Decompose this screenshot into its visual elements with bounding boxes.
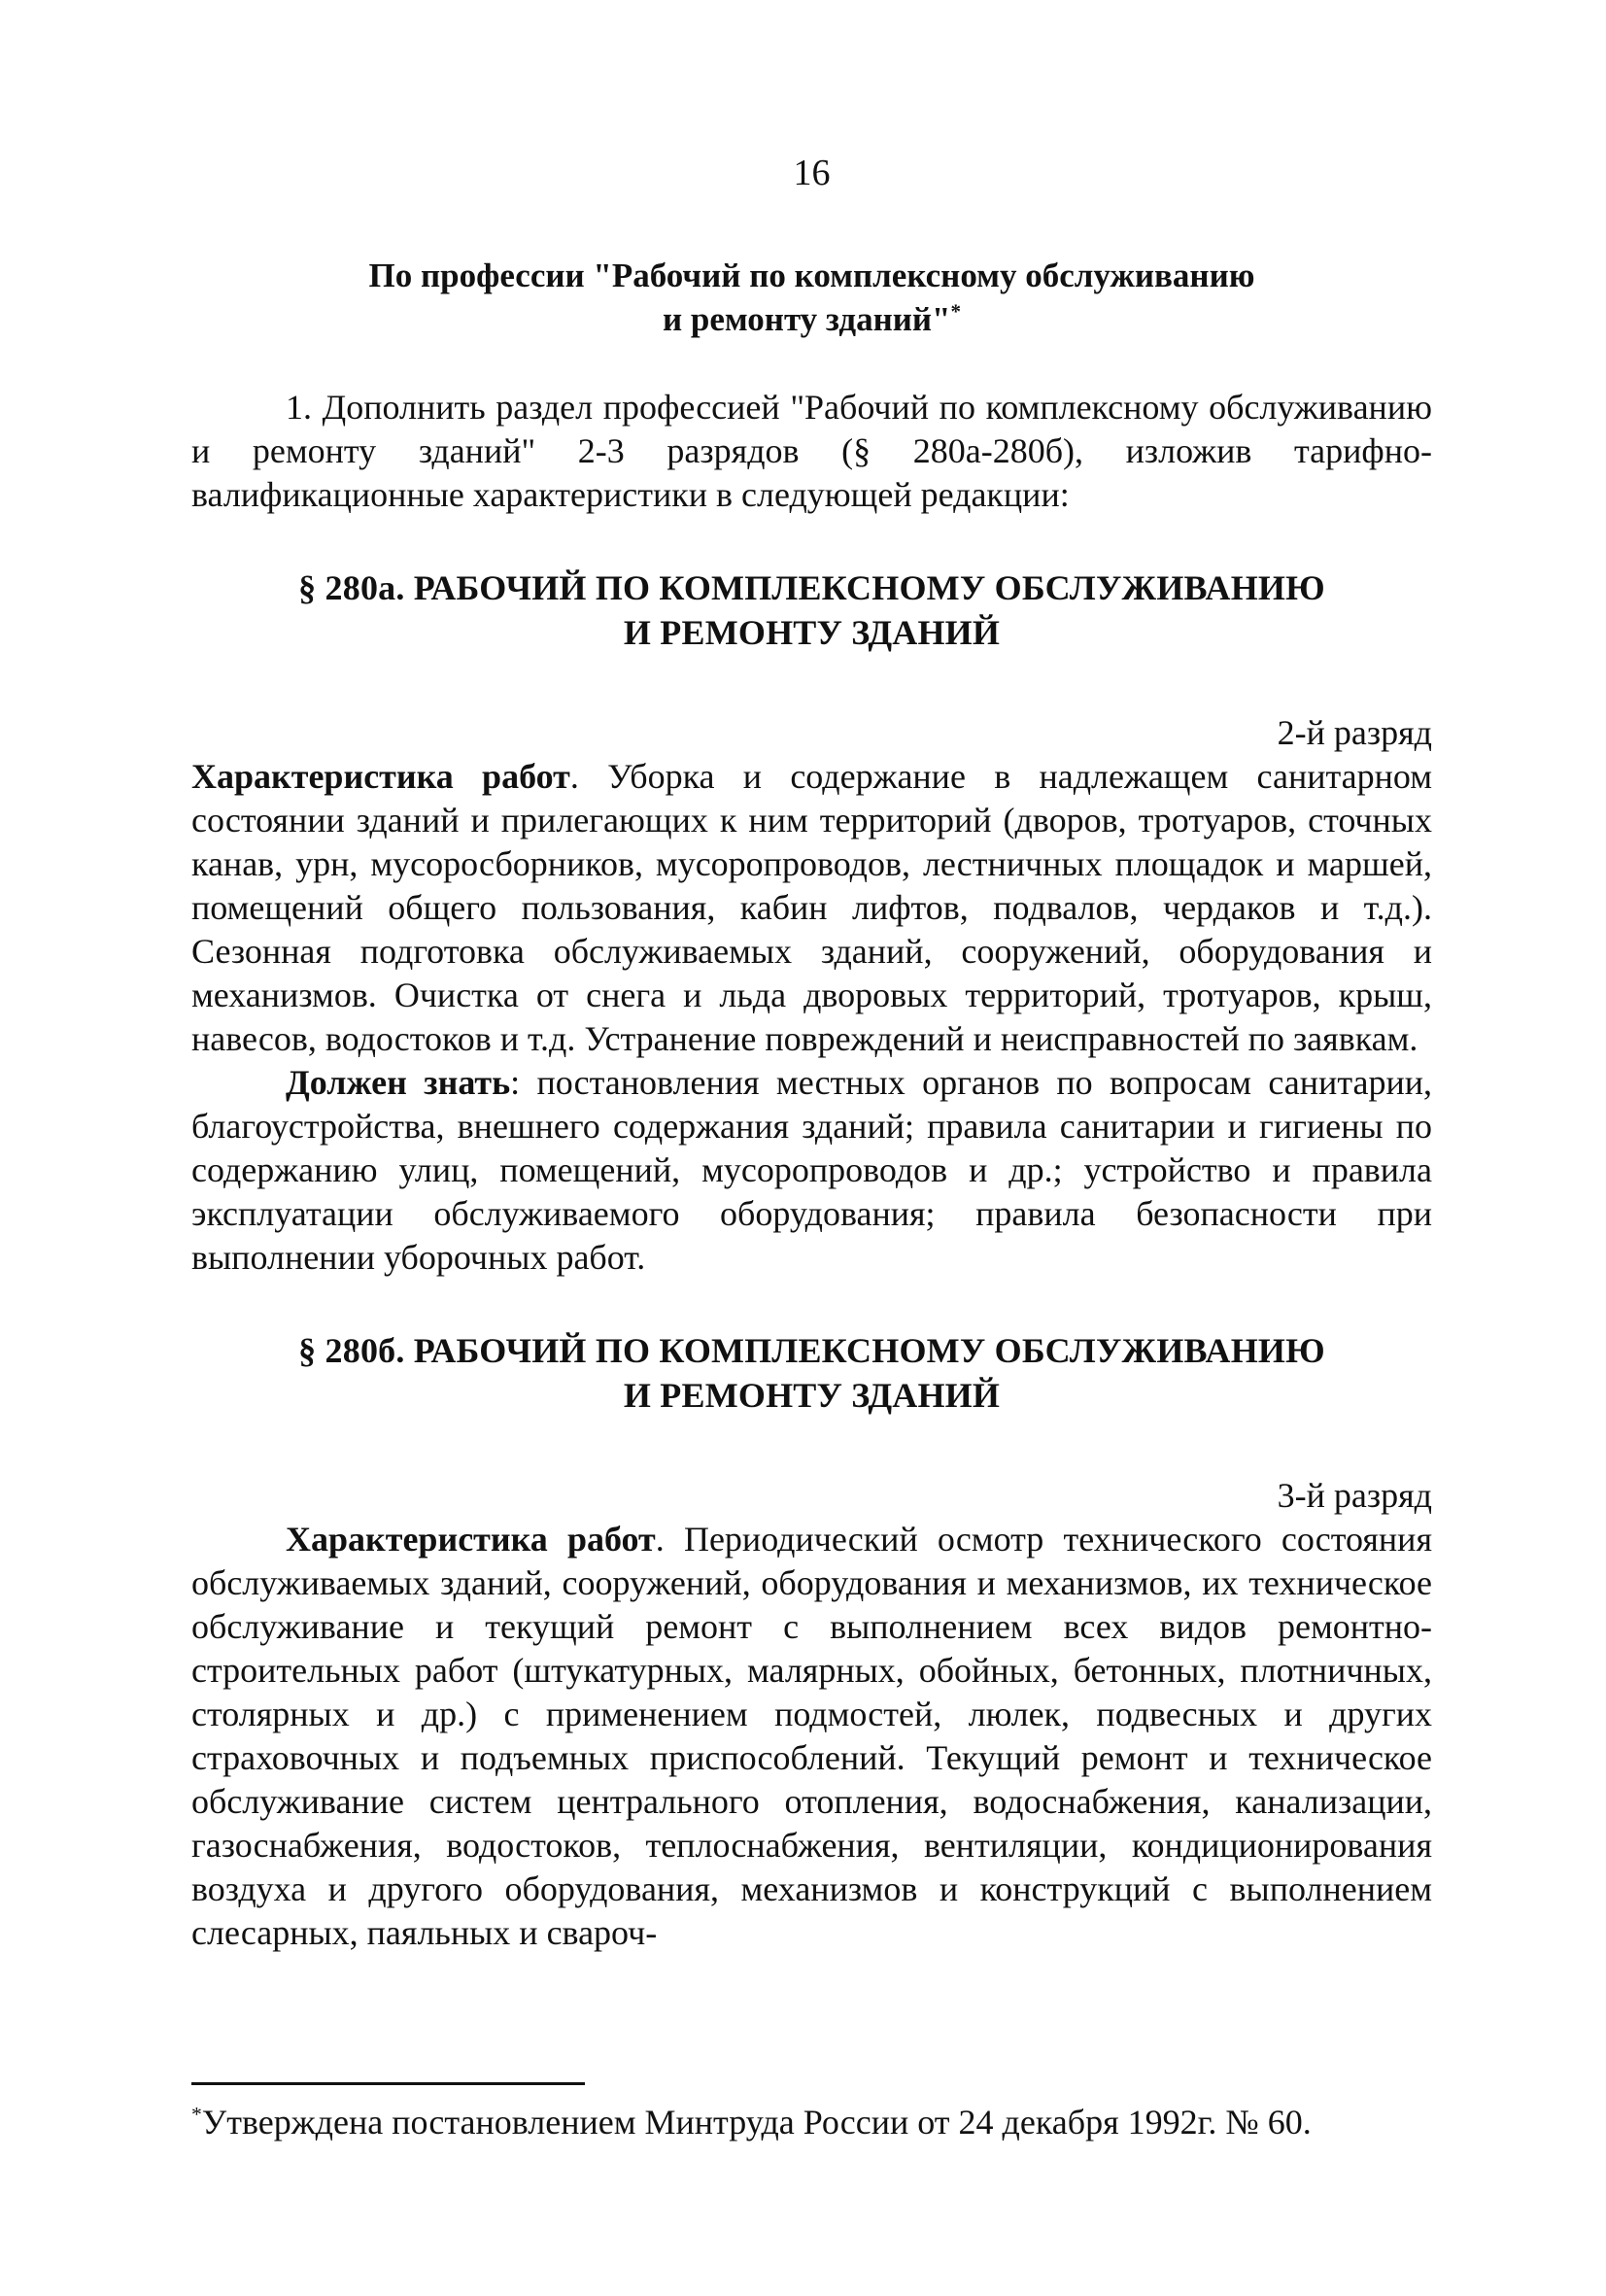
section-heading-280a xyxy=(191,565,1432,655)
knowledge-text: : постановления местных органов по вопросам санитарии, благоустройства, внешнего содержания зданий; правила санитарии и гигиены по содержанию улиц, помещений, мусоропроводов и др.; устройство и правила эксплуатации обслуживаемого оборудования; правила безопасности при выполнении уборочных работ. xyxy=(191,1063,1432,1277)
knowledge-paragraph xyxy=(191,1061,1432,1280)
footnote-mark: * xyxy=(191,2103,202,2126)
section-heading-line2: И РЕМОНТУ ЗДАНИЙ xyxy=(623,613,1001,652)
footnote-reference-mark: * xyxy=(950,299,961,324)
section-heading-line2: И РЕМОНТУ ЗДАНИЙ xyxy=(623,1376,1001,1415)
section-heading-line1: § 280б. РАБОЧИЙ ПО КОМПЛЕКСНОМУ ОБСЛУЖИВАНИЮ xyxy=(298,1331,1325,1370)
section-heading-280b xyxy=(191,1328,1432,1418)
work-characteristics-text: . Уборка и содержание в надлежащем санитарном состоянии зданий и прилегающих к ним территорий (дворов, тротуаров, сточных канав, урн, мусоросборников, мусоропроводов, лестничных площадок и маршей, помещений общего пользования, кабин лифтов, подвалов, чердаков и т.д.). Сезонная подготовка обслуживаемых зданий, сооружений, оборудования и механизмов. Очистка от снега и льда дворовых территорий, тротуаров, крыш, навесов, водостоков и т.д. Устранение повреждений и неисправностей по заявкам. xyxy=(191,757,1432,1058)
section-heading-line1: § 280а. РАБОЧИЙ ПО КОМПЛЕКСНОМУ ОБСЛУЖИВАНИЮ xyxy=(298,568,1325,607)
profession-title-line2: и ремонту зданий" xyxy=(662,300,951,338)
work-characteristics-label: Характеристика работ xyxy=(191,757,570,796)
footnote-divider xyxy=(191,2082,585,2085)
work-characteristics-text: . Периодический осмотр технического состояния обслуживаемых зданий, сооружений, оборудования и механизмов, их техническое обслуживание и текущий ремонт с выполнением всех видов ремонтно-строительных работ (штукатурных, малярных, обойных, бетонных, плотничных, столярных и др.) с применением подмостей, люлек, подвесных и других страховочных и подъемных приспособлений. Текущий ремонт и техническое обслуживание систем центрального отопления, водоснабжения, канализации, газоснабжения, водостоков, теплоснабжения, вентиляции, кондиционирования воздуха и другого оборудования, механизмов и конструкций с выполнением слесарных, паяльных и свароч- xyxy=(191,1520,1433,1952)
grade-label: 3-й разряд xyxy=(1277,1476,1432,1515)
grade-label: 2-й разряд xyxy=(1277,713,1432,752)
knowledge-label: Должен знать xyxy=(286,1063,511,1102)
footnote xyxy=(191,2101,1432,2144)
work-characteristics-paragraph xyxy=(191,755,1432,1061)
footnote-text: Утверждена постановлением Минтруда России от 24 декабря 1992г. № 60. xyxy=(201,2103,1312,2142)
page-content xyxy=(191,151,1432,1955)
work-characteristics-label: Характеристика работ xyxy=(286,1520,656,1559)
profession-title xyxy=(191,254,1432,341)
intro-paragraph: 1. Дополнить раздел профессией "Рабочий по комплексному обслуживанию и ремонту зданий" 2-3 разрядов (§ 280а-280б), изложив тарифно-валификационные характеристики в следующей редакции: xyxy=(191,388,1432,514)
page-number: 16 xyxy=(793,153,831,193)
work-characteristics-paragraph xyxy=(191,1518,1432,1955)
profession-title-line1: По профессии "Рабочий по комплексному обслуживанию xyxy=(368,257,1255,294)
